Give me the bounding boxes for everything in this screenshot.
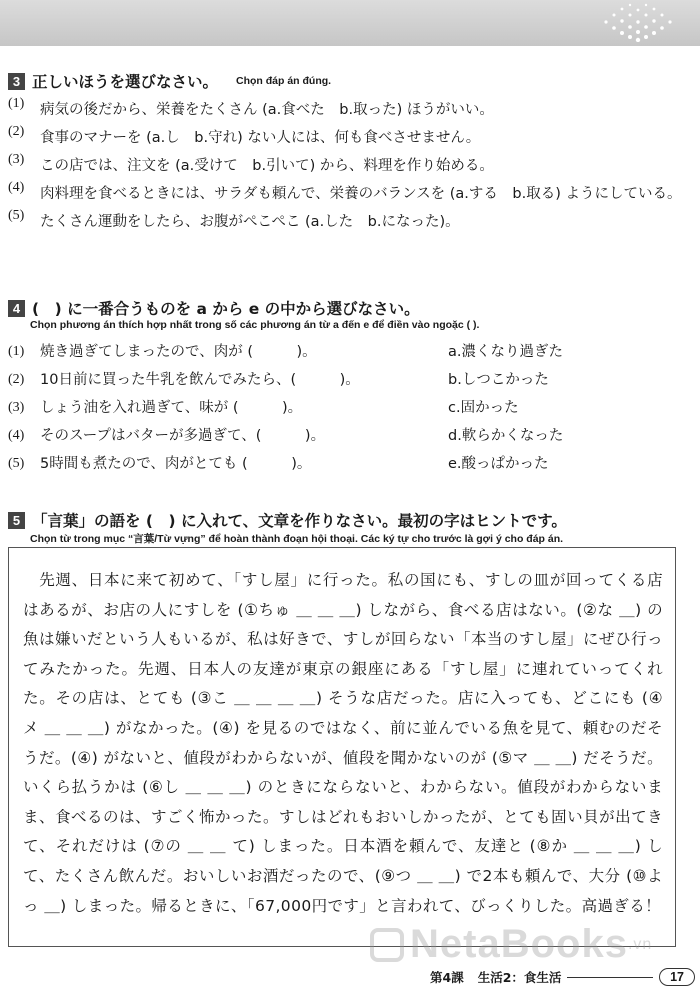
footer-divider [567, 977, 653, 978]
section-instruction: ( ) に一番合うものを a から e の中から選びなさい。 [32, 300, 420, 318]
question-text: 肉料理を食べるときには、サラダも頼んで、栄養のバランスを (a.する b.取る) ようにしている。 [40, 186, 682, 202]
answer-option: b.しつこかった [448, 372, 549, 388]
question-item [8, 394, 688, 422]
question-number: (5) [8, 456, 25, 471]
answer-option: c.固かった [448, 400, 519, 416]
answer-option: e.酸っぱかった [448, 456, 549, 472]
question-text: この店では、注文を (a.受けて b.引いて) から、料理を作り始める。 [40, 158, 494, 174]
section-instruction-vietnamese: Chọn từ trong mục “言葉/Từ vựng” để hoàn thành đoạn hội thoại. Các ký tự cho trước là gợi ý cho đáp án. [30, 533, 564, 545]
watermark-suffix: .vn [627, 935, 653, 953]
question-item [8, 338, 688, 366]
page-footer [430, 966, 695, 988]
question-item [8, 422, 688, 450]
section-instruction: 正しいほうを選びなさい。 [32, 73, 219, 91]
section-3-heading [8, 70, 331, 92]
section-instruction: 「言葉」の語を ( ) に入れて、文章を作りなさい。最初の字はヒントです。 [32, 512, 567, 530]
passage-box [8, 547, 676, 947]
question-item [8, 208, 688, 236]
section-instruction-vietnamese: Chọn đáp án đúng. [236, 75, 332, 87]
chapter-label: 生活2：食生活 [477, 970, 562, 985]
section-4-questions [8, 338, 688, 478]
question-number: (1) [8, 344, 25, 359]
header-bar [0, 0, 700, 46]
section-number-badge: 3 [8, 73, 25, 90]
question-item [8, 96, 688, 124]
question-item [8, 124, 688, 152]
question-item [8, 450, 688, 478]
question-body [40, 450, 688, 478]
section-instruction-vietnamese: Chọn phương án thích hợp nhất trong số các phương án từ a đến e để điền vào ngoặc ( ). [30, 319, 480, 331]
section-5-heading [8, 509, 567, 531]
netabooks-logo-icon [370, 928, 404, 962]
netabooks-watermark [370, 922, 652, 967]
section-3-questions [8, 96, 688, 236]
question-body [40, 394, 688, 422]
question-number: (3) [8, 152, 25, 167]
section-number-badge: 4 [8, 300, 25, 317]
question-text: 10日前に買った牛乳を飲んでみたら、( )。 [40, 372, 360, 388]
question-text: 食事のマナーを (a.し b.守れ) ない人には、何も食べさせません。 [40, 130, 481, 146]
question-body [40, 338, 688, 366]
question-item [8, 366, 688, 394]
lesson-label: 第4課 [430, 970, 464, 985]
question-text: 焼き過ぎてしまったので、肉が ( )。 [40, 344, 317, 360]
passage-text: 先週、日本に来て初めて、「すし屋」に行った。私の国にも、すしの皿が回ってくる店はあるが、お店の人にすしを (①ちゅ ＿ ＿ ＿) しながら、食べる店はない。(②な ＿) の魚は嫌いだという人もいるが、私は好きで、すしが回らない「本当のすし屋」にぜひ行ってみたかった。先週、日本人の友達が東京の銀座にある「すし屋」に連れていってくれた。その店は、とても (③こ ＿ ＿ ＿ ＿) そうな店だった。店に入っても、どこにも (④メ ＿ ＿ ＿) がなかった。(④) を見るのではなく、前に並んでいる魚を見て、頼むのだそうだ。(④) がないと、値段がわからないが、値段を聞かないのが (⑤マ ＿ ＿) だそうだ。いくら払うかは (⑥し ＿ ＿ ＿) のときにならないと、わからない。値段がわからないまま、食べるのは、すごく怖かった。すしはどれもおいしかったが、とても固い貝が出てきて、それだけは (⑦の ＿ ＿ て) しまった。日本酒を頼んで、友達と (⑧か ＿ ＿ ＿) して、たくさん飲んだ。おいしいお酒だったので、(⑨つ ＿ ＿) で2本も頼んで、大分 (⑩よっ ＿) しまった。帰るときに、「67,000円です」と言われて、びっくりした。高過ぎる！ [23, 571, 663, 915]
question-text: そのスープはバターが多過ぎて、( )。 [40, 428, 326, 444]
question-text: 病気の後だから、栄養をたくさん (a.食べた b.取った) ほうがいい。 [40, 102, 494, 118]
question-number: (4) [8, 428, 25, 443]
section-4-heading [8, 297, 420, 319]
section-number-badge: 5 [8, 512, 25, 529]
question-number: (5) [8, 208, 25, 223]
question-number: (1) [8, 96, 25, 111]
page-number: 17 [659, 968, 695, 986]
question-number: (2) [8, 124, 25, 139]
question-item [8, 180, 688, 208]
question-text: しょう油を入れ過ぎて、味が ( )。 [40, 400, 303, 416]
dot-pattern-decoration [596, 2, 680, 42]
question-number: (4) [8, 180, 25, 195]
answer-option: a.濃くなり過ぎた [448, 344, 563, 360]
question-number: (2) [8, 372, 25, 387]
question-text: 5時間も煮たので、肉がとても ( )。 [40, 456, 312, 472]
answer-option: d.軟らかくなった [448, 428, 564, 444]
question-body [40, 422, 688, 450]
question-body [40, 366, 688, 394]
question-number: (3) [8, 400, 25, 415]
watermark-brand: NetaBooks [410, 922, 628, 966]
question-text: たくさん運動をしたら、お腹がぺこぺこ (a.した b.になった)。 [40, 214, 460, 230]
question-item [8, 152, 688, 180]
